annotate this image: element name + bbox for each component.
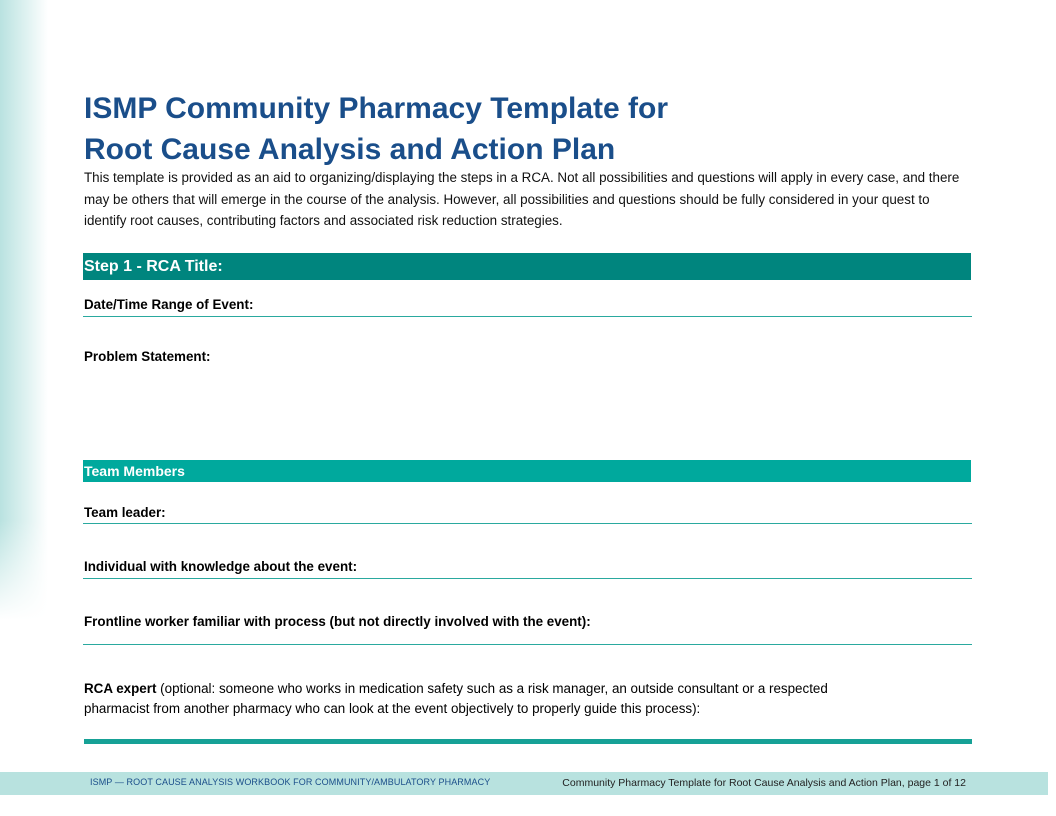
footer-workbook-title: ISMP — ROOT CAUSE ANALYSIS WORKBOOK FOR COMMUNITY/AMBULATORY PHARMACY (90, 777, 491, 787)
page-footer (0, 772, 1048, 795)
title-line-1: ISMP Community Pharmacy Template for (84, 92, 669, 125)
team-leader-label: Team leader: (84, 505, 166, 520)
rca-expert-field-line[interactable] (84, 739, 972, 744)
knowledge-individual-field-line[interactable] (83, 578, 972, 579)
frontline-worker-field-line[interactable] (83, 644, 972, 645)
knowledge-individual-label: Individual with knowledge about the event: (84, 559, 358, 574)
decorative-side-fade (0, 520, 48, 620)
problem-statement-label: Problem Statement: (84, 349, 211, 364)
rca-expert-text (84, 679, 844, 719)
rca-expert-label: RCA expert (84, 681, 157, 696)
team-members-header: Team Members (83, 460, 971, 482)
date-time-field-line[interactable] (83, 316, 972, 317)
rca-expert-note: (optional: someone who works in medication safety such as a risk manager, an outside consultant or a respected pharmacist from another pharmacy who can look at the event objectively to properly guide this process): (84, 681, 828, 716)
step1-header: Step 1 - RCA Title: (83, 253, 971, 280)
frontline-worker-label: Frontline worker familiar with process (but not directly involved with the event): (84, 614, 591, 629)
intro-paragraph: This template is provided as an aid to organizing/displaying the steps in a RCA. Not all possibilities and questions will apply in every case, and there may be others that will emerge in the course of the analysis. However, all possibilities and questions should be fully considered in your quest to identify root causes, contributing factors and associated risk reduction strategies. (84, 170, 960, 228)
page-title (84, 88, 668, 170)
date-time-label: Date/Time Range of Event: (84, 297, 254, 312)
team-leader-field-line[interactable] (83, 523, 972, 524)
footer-page-info: Community Pharmacy Template for Root Cause Analysis and Action Plan, page 1 of 12 (562, 777, 966, 789)
title-line-2: Root Cause Analysis and Action Plan (84, 133, 616, 166)
